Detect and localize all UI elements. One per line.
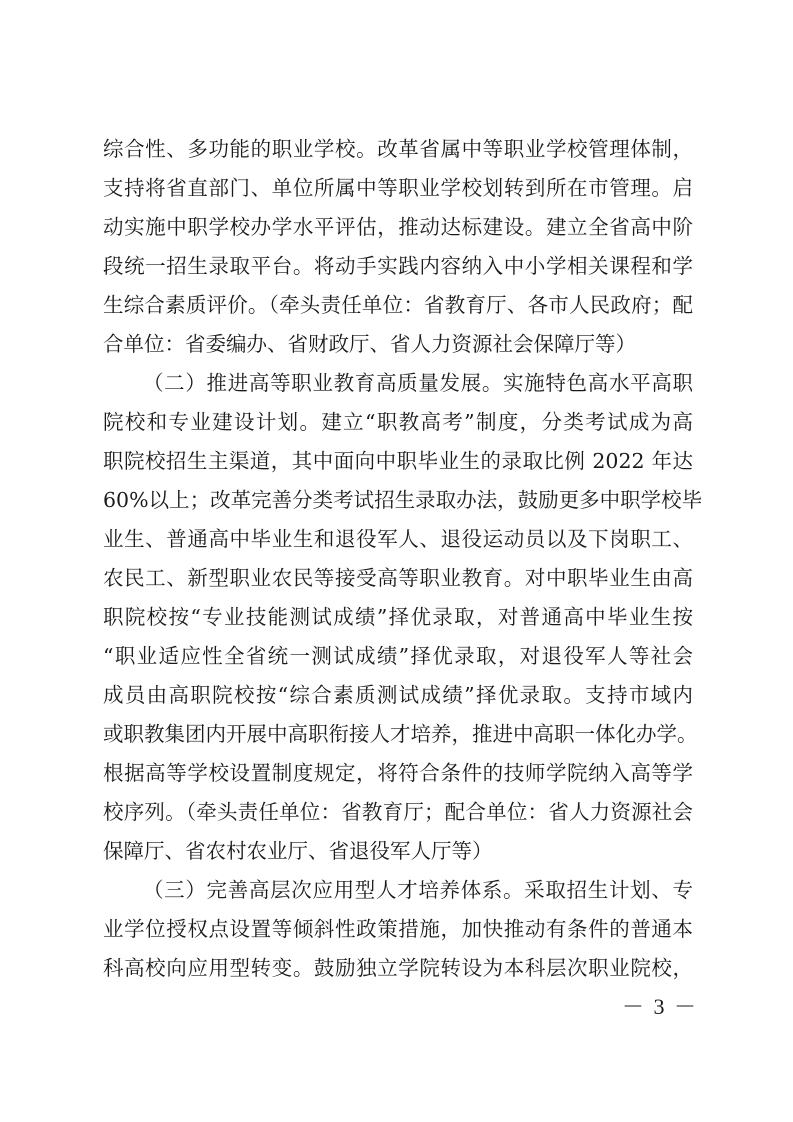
text-line: 职院校招生主渠道，其中面向中职毕业生的录取比例 2022 年达 (103, 449, 693, 473)
section-heading-line: （三）完善高层次应用型人才培养体系。采取招生计划、专 (143, 878, 693, 902)
text-line: 成员由高职院校按“综合素质测试成绩”择优录取。支持市域内 (103, 683, 693, 707)
text-line: 业生、普通高中毕业生和退役军人、退役运动员以及下岗职工、 (103, 527, 693, 551)
text-line: 支持将省直部门、单位所属中等职业学校划转到所在市管理。启 (103, 176, 693, 200)
text-line: 生综合素质评价。（牵头责任单位：省教育厅、各市人民政府；配 (103, 293, 693, 317)
text-line: 根据高等学校设置制度规定，将符合条件的技师学院纳入高等学 (103, 761, 693, 785)
text-line: 科高校向应用型转变。鼓励独立学院转设为本科层次职业院校， (103, 956, 693, 980)
text-line: “职业适应性全省统一测试成绩”择优录取，对退役军人等社会 (103, 644, 693, 668)
text-line: 校序列。（牵头责任单位：省教育厅；配合单位：省人力资源社会 (103, 800, 693, 824)
text-line: 或职教集团内开展中高职衔接人才培养，推进中高职一体化办学。 (103, 722, 698, 746)
text-line: 动实施中职学校办学水平评估，推动达标建设。建立全省高中阶 (103, 215, 693, 239)
text-line: 保障厅、省农村农业厅、省退役军人厅等） (103, 839, 493, 863)
text-line: 综合性、多功能的职业学校。改革省属中等职业学校管理体制， (103, 137, 693, 161)
section-heading-line: （二）推进高等职业教育高质量发展。实施特色高水平高职 (143, 371, 693, 395)
text-line: 60%以上；改革完善分类考试招生录取办法，鼓励更多中职学校毕 (103, 488, 703, 512)
text-line: 职院校按“专业技能测试成绩”择优录取，对普通高中毕业生按 (103, 605, 693, 629)
text-line: 院校和专业建设计划。建立“职教高考”制度，分类考试成为高 (103, 410, 693, 434)
text-line: 农民工、新型职业农民等接受高等职业教育。对中职毕业生由高 (103, 566, 693, 590)
text-line: 业学位授权点设置等倾斜性政策措施，加快推动有条件的普通本 (103, 917, 693, 941)
text-line: 合单位：省委编办、省财政厅、省人力资源社会保障厅等） (103, 332, 636, 356)
text-line: 段统一招生录取平台。将动手实践内容纳入中小学相关课程和学 (103, 254, 693, 278)
page-number: － 3 － (622, 994, 699, 1019)
